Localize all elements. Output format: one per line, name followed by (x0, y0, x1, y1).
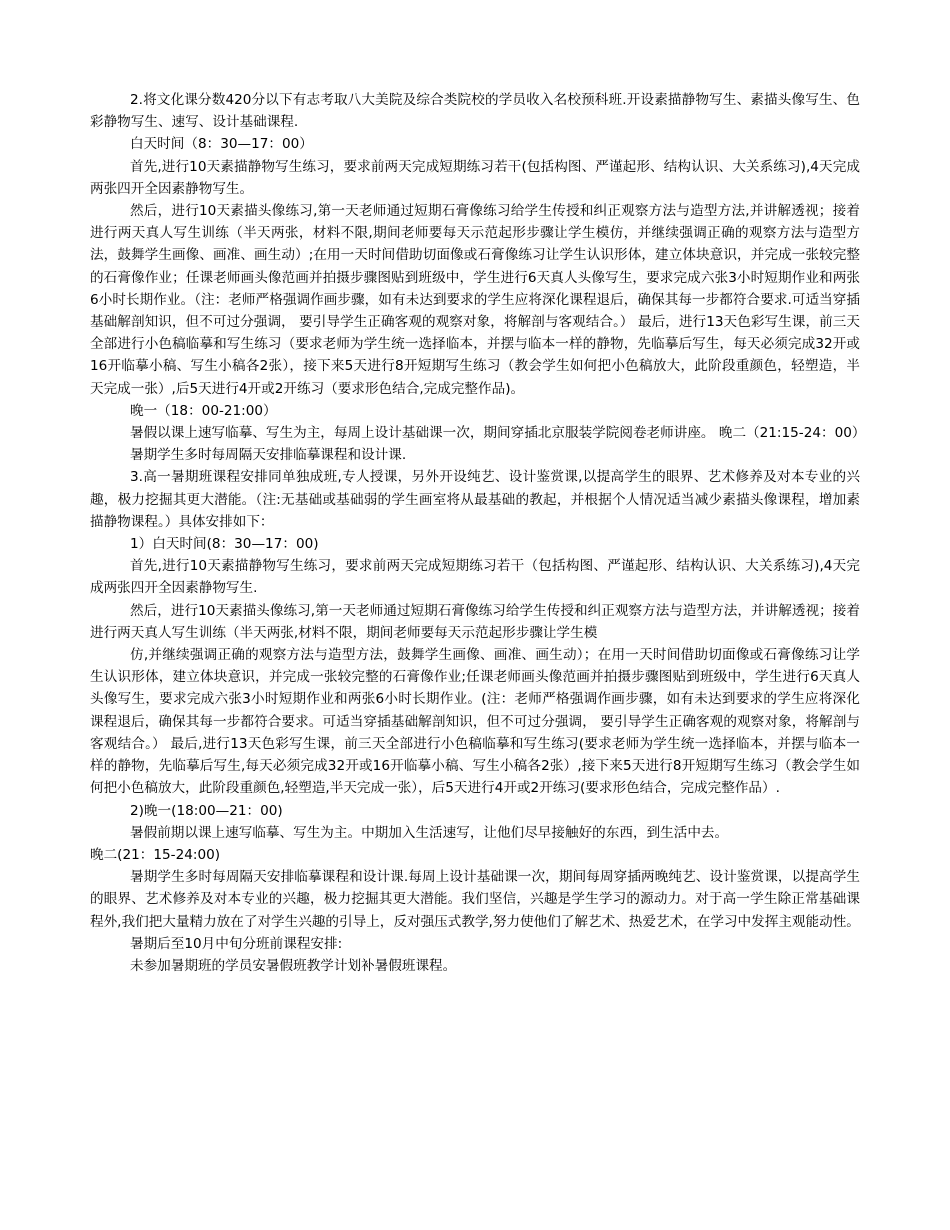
paragraph-evening-sketch: 暑假以课上速写临摹、写生为主，每周上设计基础课一次，期间穿插北京服装学院阅卷老师讲座。 晚二（21:15-24：00） (130, 425, 866, 442)
evening-one-heading-2: 2)晚一(18:00—21：00) (130, 802, 283, 819)
paragraph-portrait-2: 然后，进行10天素描头像练习,第一天老师通过短期石膏像练习给学生传授和纠正观察方法与造型方法，并讲解透视；接着进行两天真人写生训练（半天两张,材料不限，期间老师要每天示范起形步骤让学生模 (90, 602, 860, 641)
paragraph-still-life: 首先,进行10天素描静物写生练习，要求前两天完成短期练习若干(包括构图、严谨起形、结构认识、大关系练习),4天完成两张四开全因素静物写生。 (90, 158, 860, 197)
paragraph-evening-two-2: 暑期学生多时每周隔天安排临摹课程和设计课.每周上设计基础课一次，期间每周穿插两晚纯艺、设计鉴赏课，以提高学生的眼界、艺术修养及对本专业的兴趣，极力挖掘其更大潜能。我们坚信，兴趣是学生学习的源动力。对于高一学生除正常基础课程外,我们把大量精力放在了对学生兴趣的引导上，反对强压式教学,努力使他们了解艺术、热爱艺术，在学习中发挥主观能动性。 (90, 869, 860, 930)
paragraph-after-summer: 暑期后至10月中旬分班前课程安排: (130, 935, 343, 952)
document-page (90, 89, 866, 977)
evening-one-heading: 晚一（18：00-21:00） (130, 402, 277, 419)
paragraph-evening-two: 暑期学生多时每周隔天安排临摹课程和设计课. (130, 447, 407, 464)
paragraph-item-2-intro: 2.将文化课分数420分以下有志考取八大美院及综合类院校的学员收入名校预科班.开设素描静物写生、素描头像写生、色彩静物写生、速写、设计基础课程. (90, 92, 860, 131)
daytime-heading-2: 1）白天时间(8：30—17：00) (130, 536, 319, 553)
paragraph-portrait-color: 然后，进行10天素描头像练习,第一天老师通过短期石膏像练习给学生传授和纠正观察方法与造型方法,并讲解透视；接着进行两天真人写生训练（半天两张，材料不限,期间老师要每天示范起形步骤让学生模仿，并继续强调正确的观察方法与造型方法，鼓舞学生画像、画准、画生动）;在用一天时间借助切面像或石膏像练习让学生认识形体，建立体块意识，并完成一张较完整的石膏像作业；任课老师画头像范画并拍摄步骤图贴到班级中，学生进行6天真人头像写生，要求完成六张3小时短期作业和两张6小时长期作业。（注：老师严格强调作画步骤，如有未达到要求的学生应将深化课程退后，确保其每一步都符合要求.可适当穿插基础解剖知识，但不可过分强调， 要引导学生正确客观的观察对象，将解剖与客观结合。） 最后，进行13天色彩写生课，前三天全部进行小色稿临摹和写生练习（要求老师为学生统一选择临本，并摆与临本一样的静物，先临摹后写生，每天必须完成32开或16开临摹小稿、写生小稿各2张），接下来5天进行8开短期写生练习（教会学生如何把小色稿放大，此阶段重颜色，轻塑造，半天完成一张）,后5天进行4开或2开练习（要求形色结合,完成完整作品)。 (90, 203, 860, 397)
paragraph-makeup: 未参加暑期班的学员安暑假班教学计划补暑假班课程。 (130, 957, 457, 974)
paragraph-evening-sketch-2: 暑假前期以课上速写临摹、写生为主。中期加入生活速写，让他们尽早接触好的东西，到生活中去。 (130, 824, 729, 841)
evening-two-heading: 晚二(21：15-24:00) (90, 846, 221, 863)
paragraph-still-life-2: 首先,进行10天素描静物写生练习，要求前两天完成短期练习若干（包括构图、严谨起形、结构认识、大关系练习),4天完成两张四开全因素静物写生. (90, 558, 860, 597)
daytime-heading: 白天时间（8：30—17：00） (130, 136, 313, 153)
paragraph-portrait-color-2: 仿,并继续强调正确的观察方法与造型方法，鼓舞学生画像、画准、画生动）；在用一天时间借助切面像或石膏像练习让学生认识形体，建立体块意识，并完成一张较完整的石膏像作业;任课老师画头像范画并拍摄步骤图贴到班级中，学生进行6天真人头像写生，要求完成六张3小时短期作业和两张6小时长期作业。(注：老师严格强调作画步骤，如有未达到要求的学生应将深化课程退后，确保其每一步都符合要求。可适当穿插基础解剖知识，但不可过分强调， 要引导学生正确客观的观察对象，将解剖与客观结合。） 最后,进行13天色彩写生课，前三天全部进行小色稿临摹和写生练习(要求老师为学生统一选择临本，并摆与临本一样的静物，先临摹后写生,每天必须完成32开或16开临摹小稿、写生小稿各2张）,接下来5天进行8开短期写生练习（教会学生如何把小色稿放大，此阶段重颜色,轻塑造,半天完成一张），后5天进行4开或2开练习(要求形色结合，完成完整作品）. (90, 647, 860, 797)
paragraph-item-3-intro: 3.高一暑期班课程安排同单独成班,专人授课，另外开设纯艺、设计鉴赏课,以提高学生的眼界、艺术修养及对本专业的兴趣，极力挖掘其更大潜能。（注:无基础或基础弱的学生画室将从最基础的教起，并根据个人情况适当减少素描头像课程，增加素描静物课程。）具体安排如下： (90, 469, 860, 530)
